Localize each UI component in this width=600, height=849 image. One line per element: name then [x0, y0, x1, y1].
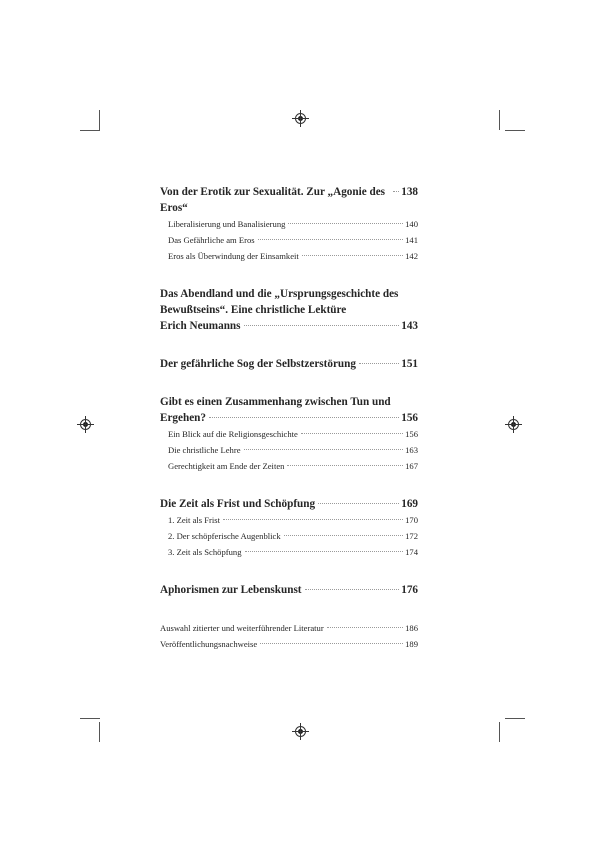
dot-leader	[393, 191, 399, 192]
toc-subentry-title: Das Gefährliche am Eros	[168, 235, 255, 245]
toc-section-zeit	[160, 496, 418, 560]
crop-mark-bottom-left-horizontal	[80, 718, 100, 719]
toc-subentry-page: 140	[405, 219, 418, 229]
dot-leader	[244, 325, 400, 326]
toc-subentry-title: Liberalisierung und Banalisierung	[168, 219, 286, 229]
toc-entry-title: Auswahl zitierter und weiterführender Literatur	[160, 623, 324, 633]
toc-section-selbstzerstoerung	[160, 356, 418, 372]
toc-subentry-page: 172	[405, 531, 418, 541]
toc-entry-title-line: Das Abendland und die „Ursprungsgeschichte des	[160, 288, 399, 300]
dot-leader	[244, 449, 404, 450]
toc-entry-page: 156	[401, 412, 418, 424]
registration-mark-bottom-icon	[295, 726, 306, 737]
toc-subentry	[160, 544, 418, 560]
toc-entry-page: 186	[405, 623, 418, 633]
toc-entry	[160, 184, 418, 216]
toc-subentry-page: 174	[405, 547, 418, 557]
toc-entry-page: 151	[401, 358, 418, 370]
toc-subentry-title: Ein Blick auf die Religionsgeschichte	[168, 429, 298, 439]
dot-leader	[327, 627, 403, 628]
crop-mark-top-right-vertical	[499, 110, 500, 130]
toc-entry-page: 138	[401, 186, 418, 198]
toc-entry-title-line: Bewußtseins“. Eine christliche Lektüre	[160, 304, 347, 316]
crop-mark-bottom-right-horizontal	[505, 718, 525, 719]
toc-section-tun-ergehen	[160, 394, 418, 474]
toc-subentry-title: Die christliche Lehre	[168, 445, 241, 455]
toc-subentry	[160, 232, 418, 248]
dot-leader	[359, 363, 399, 364]
dot-leader	[284, 535, 403, 536]
toc-entry-title: Der gefährliche Sog der Selbstzerstörung	[160, 358, 356, 370]
toc-entry-title: Von der Erotik zur Sexualität. Zur „Agonie des Eros“	[160, 186, 386, 214]
toc-subentry-title: Eros als Überwindung der Einsamkeit	[168, 251, 299, 261]
toc-subentry-page: 167	[405, 461, 418, 471]
registration-mark-right-icon	[508, 419, 519, 430]
dot-leader	[223, 519, 403, 520]
toc-subentry-title: 3. Zeit als Schöpfung	[168, 547, 242, 557]
toc-entry	[160, 620, 418, 636]
toc-subentry-page: 170	[405, 515, 418, 525]
dot-leader	[302, 255, 403, 256]
dot-leader	[209, 417, 399, 418]
toc-subentry	[160, 458, 418, 474]
dot-leader	[301, 433, 403, 434]
toc-subentry-title: Gerechtigkeit am Ende der Zeiten	[168, 461, 285, 471]
toc-section-aphorismen	[160, 582, 418, 598]
toc-entry	[160, 582, 418, 598]
crop-mark-top-left-horizontal	[80, 130, 100, 131]
toc-subentry	[160, 426, 418, 442]
toc-entry	[160, 318, 418, 334]
registration-mark-left-icon	[80, 419, 91, 430]
toc-section-abendland	[160, 286, 418, 334]
toc-entry	[160, 410, 418, 426]
toc-entry-title: Erich Neumanns	[160, 320, 241, 332]
crop-mark-top-left-vertical	[99, 110, 100, 130]
dot-leader	[245, 551, 404, 552]
toc-entry-title-line: Gibt es einen Zusammenhang zwischen Tun und	[160, 396, 391, 408]
crop-mark-bottom-left-vertical	[99, 722, 100, 742]
dot-leader	[288, 223, 403, 224]
toc-subentry	[160, 442, 418, 458]
toc-entry-page: 169	[401, 498, 418, 510]
dot-leader	[318, 503, 399, 504]
dot-leader	[305, 589, 400, 590]
dot-leader	[258, 239, 403, 240]
toc-subentry-page: 142	[405, 251, 418, 261]
toc-entry-title: Ergehen?	[160, 412, 206, 424]
toc-entry-title: Die Zeit als Frist und Schöpfung	[160, 498, 316, 510]
toc-entry	[160, 356, 418, 372]
toc-subentry-page: 163	[405, 445, 418, 455]
toc-entry-page: 176	[401, 584, 418, 596]
toc-subentry-page: 156	[405, 429, 418, 439]
toc-entry-title: Veröffentlichungsnachweise	[160, 639, 258, 649]
toc-subentry	[160, 216, 418, 232]
toc-subentry	[160, 528, 418, 544]
dot-leader	[287, 465, 403, 466]
toc-entry	[160, 636, 418, 652]
toc-entry	[160, 496, 418, 512]
toc-subentry	[160, 512, 418, 528]
crop-mark-bottom-right-vertical	[499, 722, 500, 742]
dot-leader	[260, 643, 403, 644]
toc-subentry	[160, 248, 418, 264]
toc-entry-page: 143	[401, 320, 418, 332]
crop-mark-top-right-horizontal	[505, 130, 525, 131]
toc-subentry-title: 1. Zeit als Frist	[168, 515, 221, 525]
toc-back-matter	[160, 620, 418, 652]
toc-section-eros	[160, 184, 418, 264]
toc-entry-page: 189	[405, 639, 418, 649]
toc-subentry-page: 141	[405, 235, 418, 245]
toc-entry-title: Aphorismen zur Lebenskunst	[160, 584, 302, 596]
registration-mark-top-icon	[295, 113, 306, 124]
toc-subentry-title: 2. Der schöpferische Augenblick	[168, 531, 281, 541]
table-of-contents	[160, 184, 418, 668]
